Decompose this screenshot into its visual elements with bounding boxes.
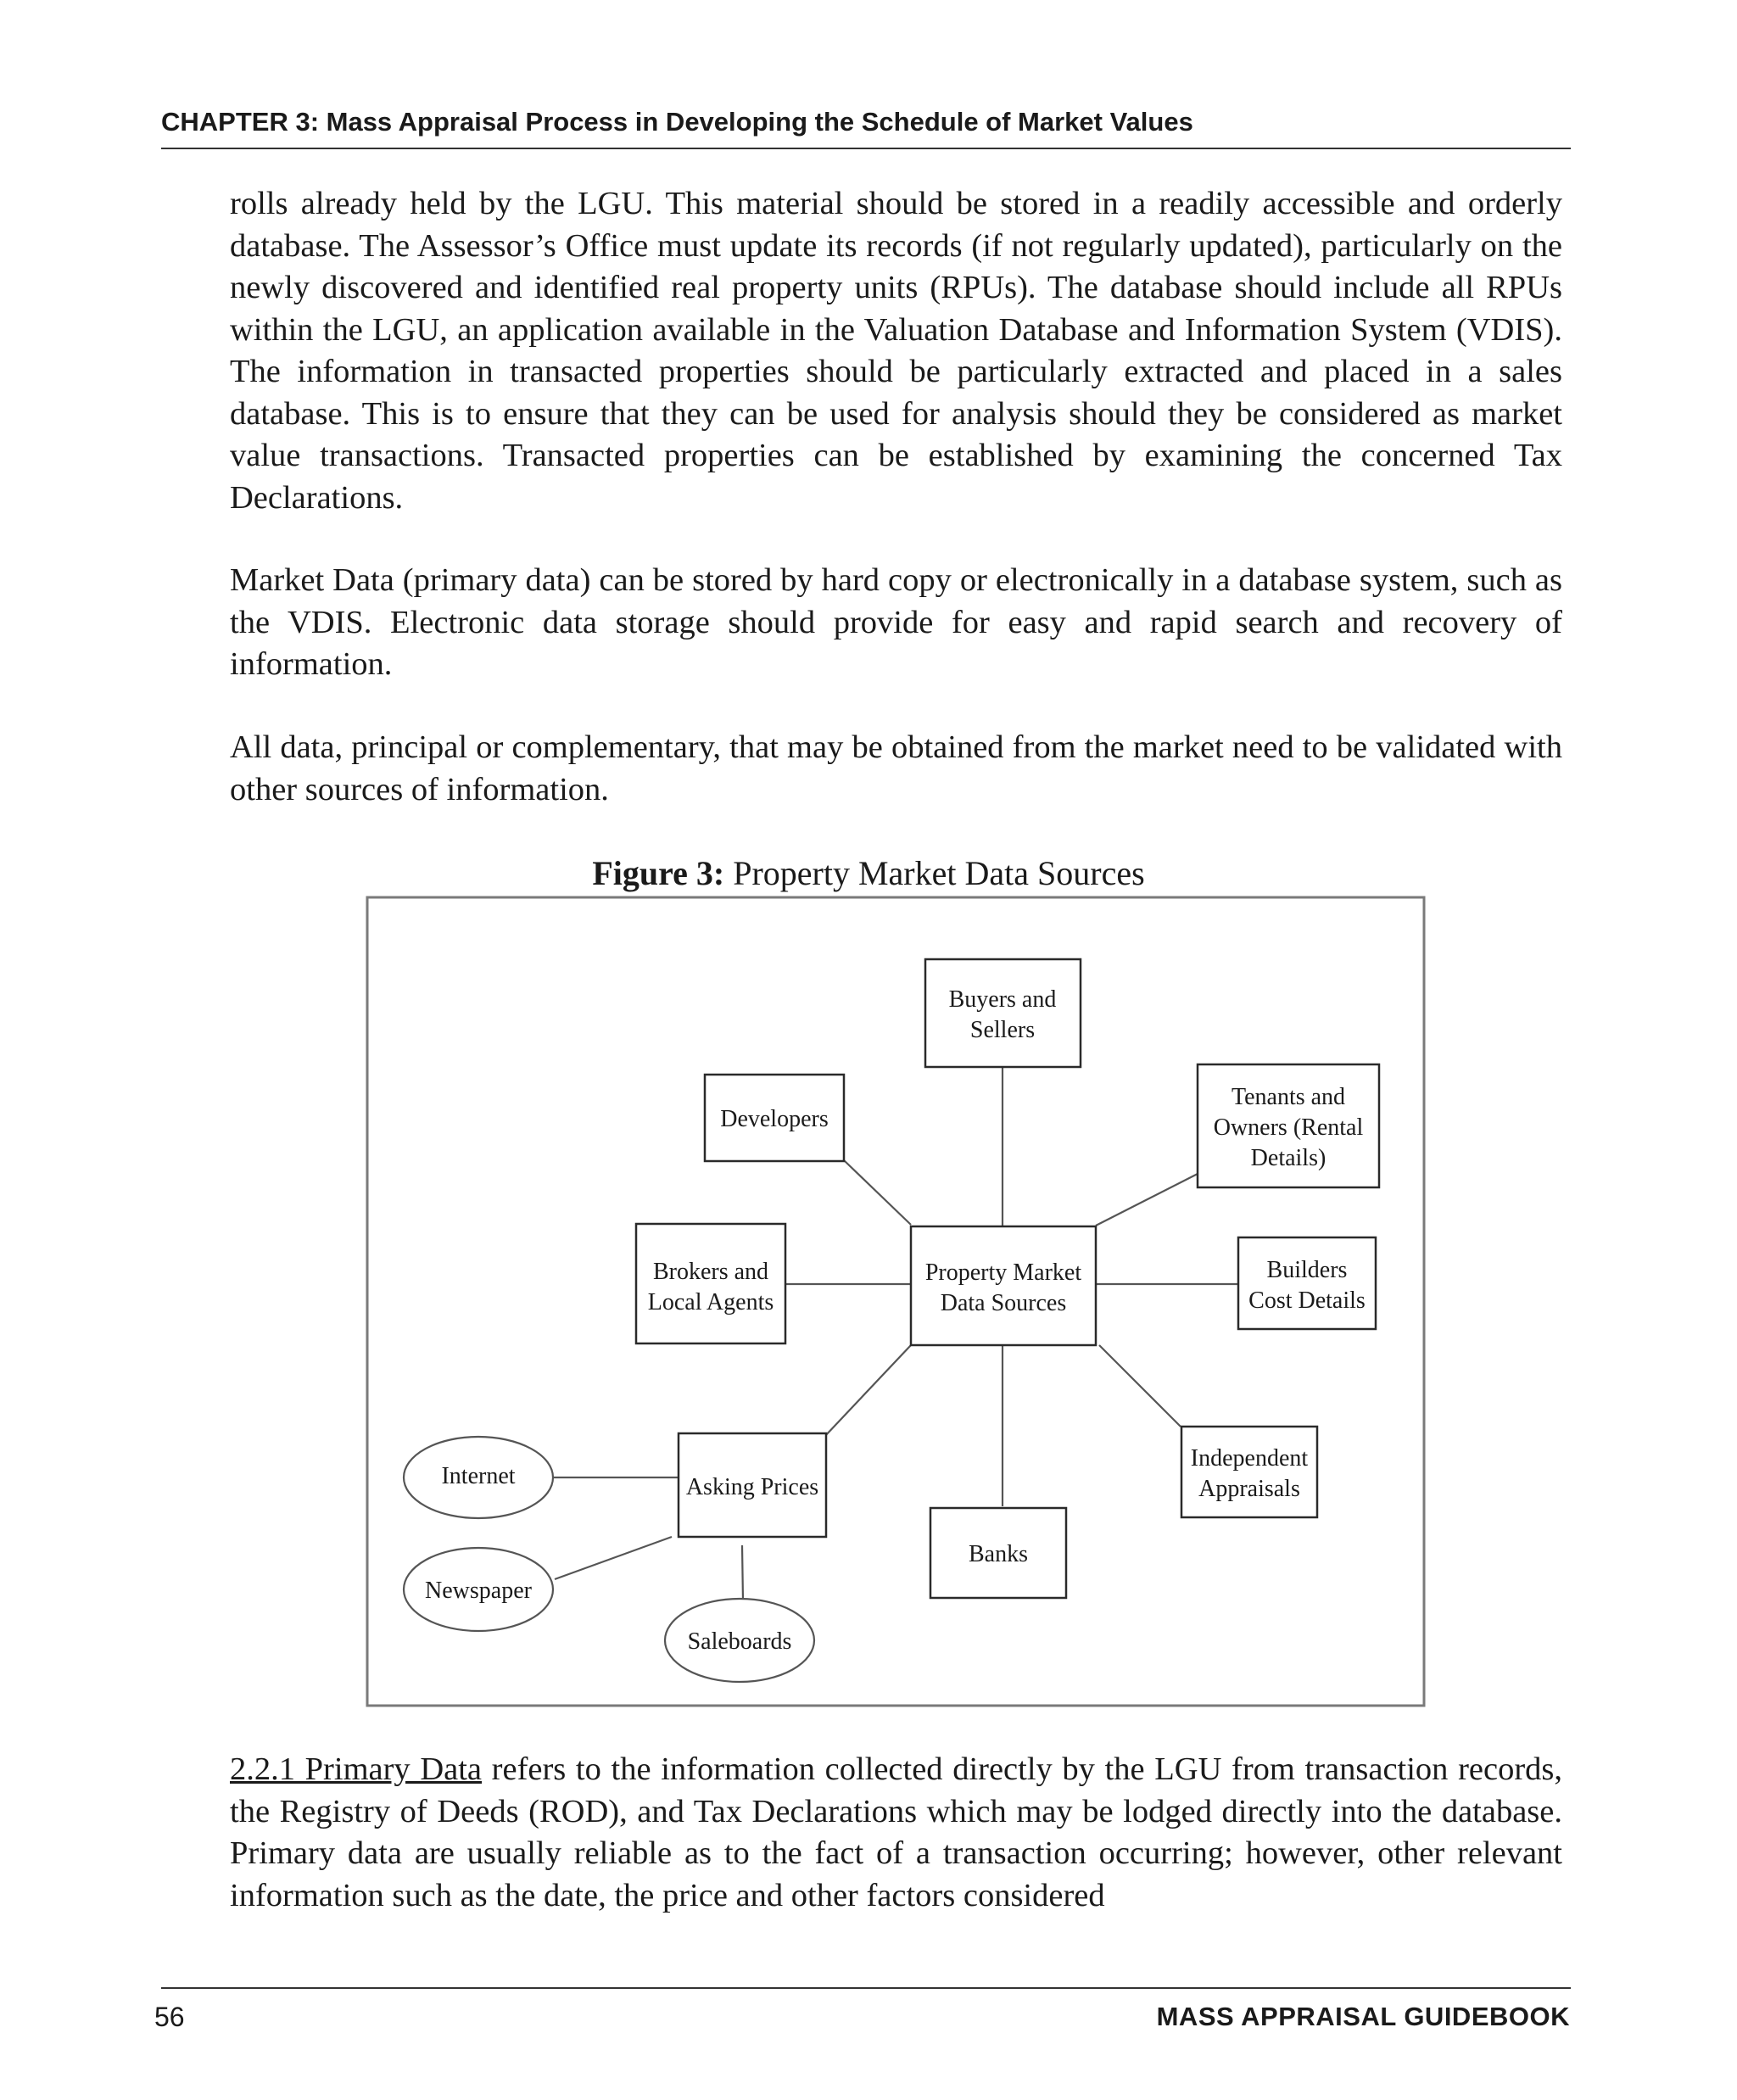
edge-appraisals [1099, 1345, 1181, 1427]
edge-tenants [1096, 1174, 1198, 1226]
edge-saleboards [742, 1545, 743, 1601]
label-developers: Developers [720, 1106, 829, 1132]
label-internet: Internet [441, 1463, 516, 1489]
node-property-market-data-sources [911, 1226, 1096, 1345]
label-tenants-1: Tenants and [1231, 1084, 1346, 1110]
label-banks: Banks [969, 1541, 1028, 1567]
label-builders-2: Cost Details [1248, 1287, 1366, 1314]
label-newspaper: Newspaper [425, 1578, 532, 1604]
node-builders-cost [1238, 1237, 1376, 1329]
edge-developers [844, 1160, 911, 1225]
chapter-header: CHAPTER 3: Mass Appraisal Process in Developing the Schedule of Market Values [161, 107, 1193, 137]
section-heading-primary-data: 2.2.1 Primary Data [230, 1751, 483, 1787]
node-buyers-sellers [925, 959, 1081, 1067]
node-independent-appraisals [1181, 1427, 1317, 1517]
label-buyers-2: Sellers [969, 1017, 1036, 1043]
figure-label: Figure 3: [592, 854, 725, 892]
book-title: MASS APPRAISAL GUIDEBOOK [1156, 2002, 1570, 2031]
label-tenants-2: Owners (Rental [1213, 1114, 1364, 1141]
label-brokers-1: Brokers and [652, 1259, 769, 1285]
label-tenants-3: Details) [1250, 1145, 1326, 1171]
label-appraisals-2: Appraisals [1198, 1476, 1300, 1502]
footer-divider [161, 1987, 1571, 1989]
label-buyers-1: Buyers and [948, 986, 1057, 1013]
label-center-2: Data Sources [940, 1290, 1067, 1316]
paragraph-primary-data [230, 1749, 1562, 1917]
paragraph-primary-data-text: refers to the information collected directly by the LGU from transaction records, the Registry of Deeds (ROD), and Tax Declarations which may be lodged directly into the database. Primary data are usually reliable as to the fact of a transaction occurring; however, other relevant information such as the date, the price and other factors considered [230, 1751, 1562, 1913]
edge-newspaper [555, 1537, 672, 1579]
label-saleboards: Saleboards [687, 1628, 792, 1655]
label-asking: Asking Prices [685, 1474, 819, 1500]
label-builders-1: Builders [1266, 1257, 1348, 1283]
edge-asking [824, 1345, 911, 1437]
label-brokers-2: Local Agents [647, 1289, 774, 1315]
figure-title: Property Market Data Sources [724, 854, 1145, 892]
paragraph-validation: All data, principal or complementary, that may be obtained from the market need to be validated with other sources of information. [230, 729, 1562, 807]
label-center-1: Property Market [924, 1259, 1082, 1286]
label-appraisals-1: Independent [1190, 1445, 1309, 1472]
page-number: 56 [154, 2002, 185, 2032]
paragraph-rolls: rolls already held by the LGU. This material should be stored in a readily accessible and orderly database. The Assessor’s Office must update its records (if not regularly updated), particularly on the newly discovered and identified real property units (RPUs). The database should include all RPUs within the LGU, an application available in the Valuation Database and Information System (VDIS). The information in transacted properties should be particularly extracted and placed in a sales database. This is to ensure that they can be used for analysis should they be considered as market value transactions. Transacted properties can be established by examining the concerned Tax Declarations. [230, 186, 1562, 516]
paragraph-market-data: Market Data (primary data) can be stored by hard copy or electronically in a database system, such as the VDIS. Electronic data storage should provide for easy and rapid search and recovery of information. [230, 562, 1562, 682]
